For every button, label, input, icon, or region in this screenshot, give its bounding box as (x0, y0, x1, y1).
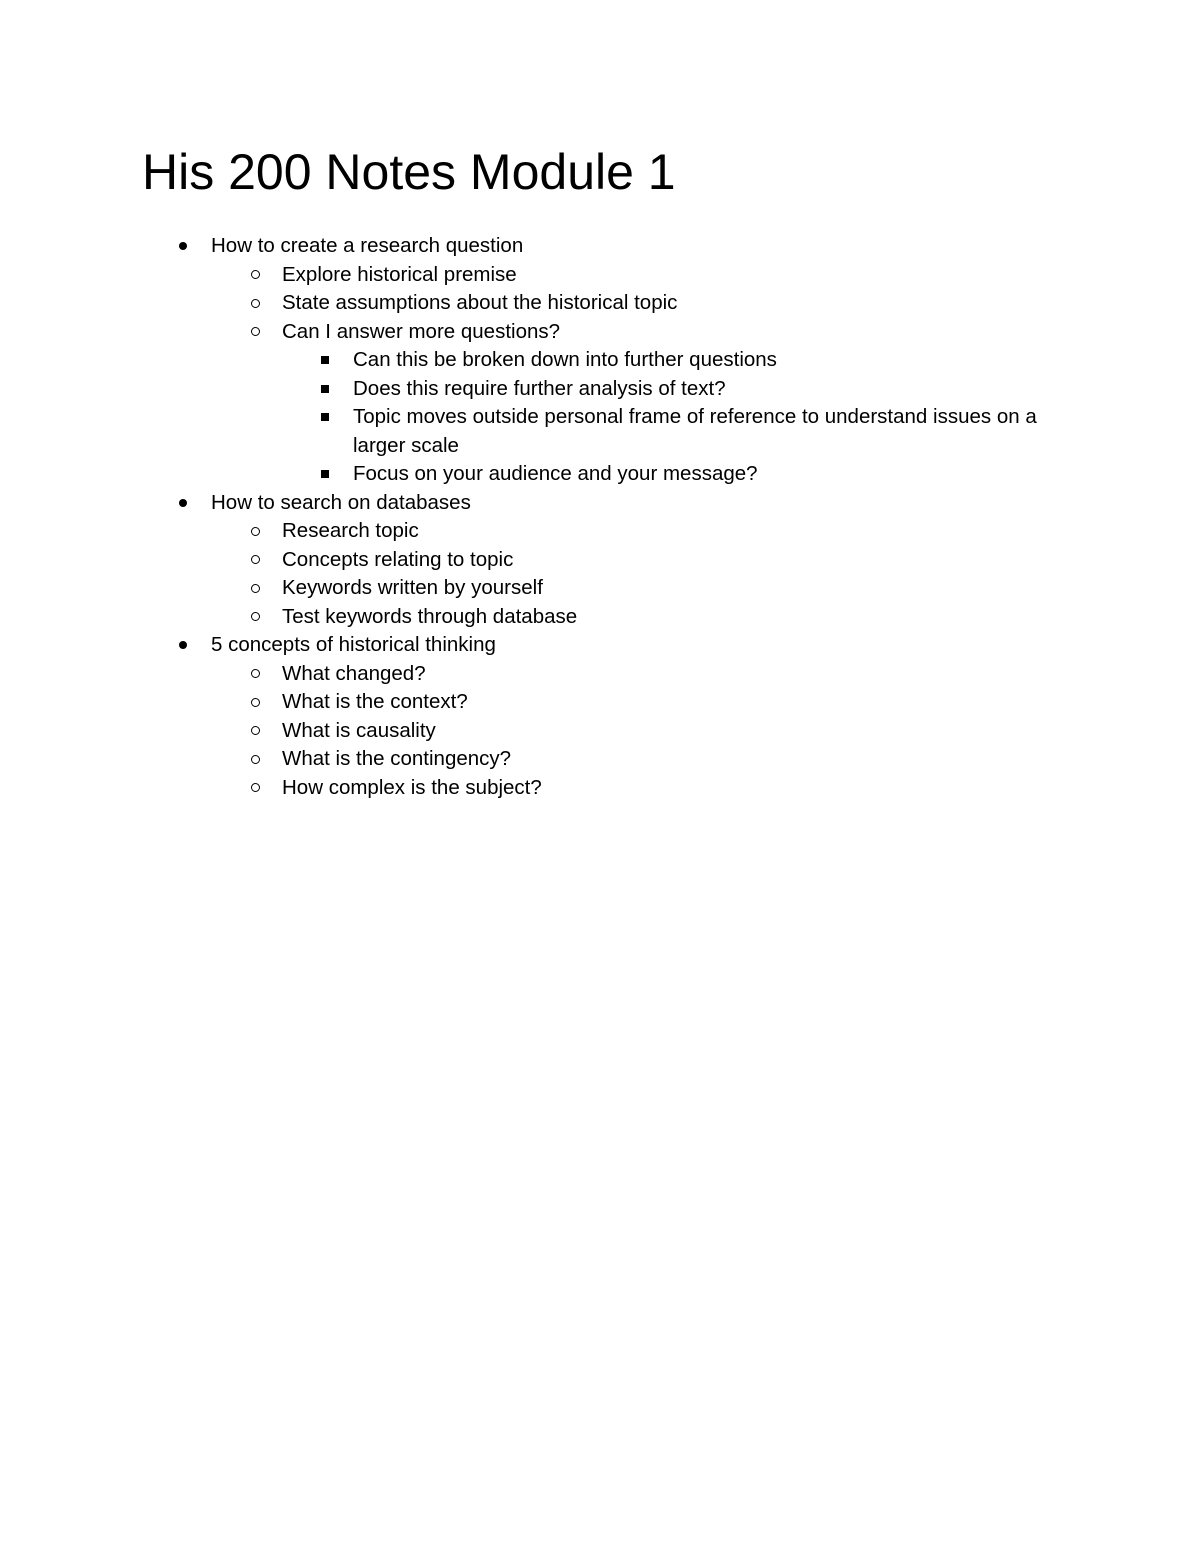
outline-item-level1 (0, 489, 1200, 518)
square-bullet-icon (318, 460, 332, 489)
circle-bullet-icon (248, 289, 262, 318)
circle-bullet-icon (248, 546, 262, 575)
square-bullet-icon (318, 403, 332, 432)
outline-item-level2 (0, 574, 1200, 603)
item-text: What is the context? (282, 690, 468, 713)
outline-item-level3 (0, 346, 1073, 375)
outline-item-level2 (0, 289, 1200, 318)
outline-item-level2 (0, 688, 1200, 717)
outline-item-level2 (0, 318, 1200, 347)
square-bullet-icon (318, 346, 332, 375)
item-text: Keywords written by yourself (282, 576, 543, 599)
subitem-text: Does this require further analysis of text? (353, 376, 726, 400)
notes-outline (0, 232, 1200, 802)
item-text: What changed? (282, 661, 426, 685)
subitem-text: Topic moves outside personal frame of reference to understand issues on a larger scale (353, 405, 1037, 457)
circle-bullet-icon (248, 318, 262, 347)
item-text: What is causality (282, 718, 436, 742)
disc-bullet-icon (176, 631, 190, 660)
circle-bullet-icon (248, 745, 262, 774)
item-text: State assumptions about the historical topic (282, 291, 678, 314)
outline-item-level1 (0, 232, 1200, 261)
outline-item-level2 (0, 745, 1200, 774)
circle-bullet-icon (248, 660, 262, 689)
item-text: Can I answer more questions? (282, 319, 561, 343)
outline-item-level2 (0, 717, 1200, 746)
outline-item-level2 (0, 774, 1200, 803)
subitem-text: Focus on your audience and your message? (353, 462, 758, 485)
circle-bullet-icon (248, 717, 262, 746)
section-heading: How to search on databases (211, 490, 471, 514)
circle-bullet-icon (248, 574, 262, 603)
item-text: How complex is the subject? (282, 775, 542, 799)
disc-bullet-icon (176, 489, 190, 518)
outline-item-level2 (0, 660, 1200, 689)
item-text: What is the contingency? (282, 747, 512, 770)
circle-bullet-icon (248, 603, 262, 632)
outline-item-level2 (0, 261, 1200, 290)
circle-bullet-icon (248, 261, 262, 290)
outline-item-level2 (0, 517, 1200, 546)
item-text: Concepts relating to topic (282, 547, 514, 571)
circle-bullet-icon (248, 688, 262, 717)
section-heading: 5 concepts of historical thinking (211, 633, 496, 656)
item-text: Research topic (282, 519, 419, 542)
outline-item-level1 (0, 631, 1200, 660)
item-text: Explore historical premise (282, 262, 517, 286)
square-bullet-icon (318, 375, 332, 404)
document-title: His 200 Notes Module 1 (142, 144, 676, 200)
outline-item-level2 (0, 546, 1200, 575)
outline-item-level3 (0, 403, 1073, 460)
outline-item-level3 (0, 460, 1073, 489)
circle-bullet-icon (248, 774, 262, 803)
item-text: Test keywords through database (282, 604, 578, 628)
circle-bullet-icon (248, 517, 262, 546)
outline-item-level2 (0, 603, 1200, 632)
disc-bullet-icon (176, 232, 190, 261)
outline-item-level3 (0, 375, 1073, 404)
section-heading: How to create a research question (211, 234, 524, 257)
subitem-text: Can this be broken down into further questions (353, 348, 777, 371)
